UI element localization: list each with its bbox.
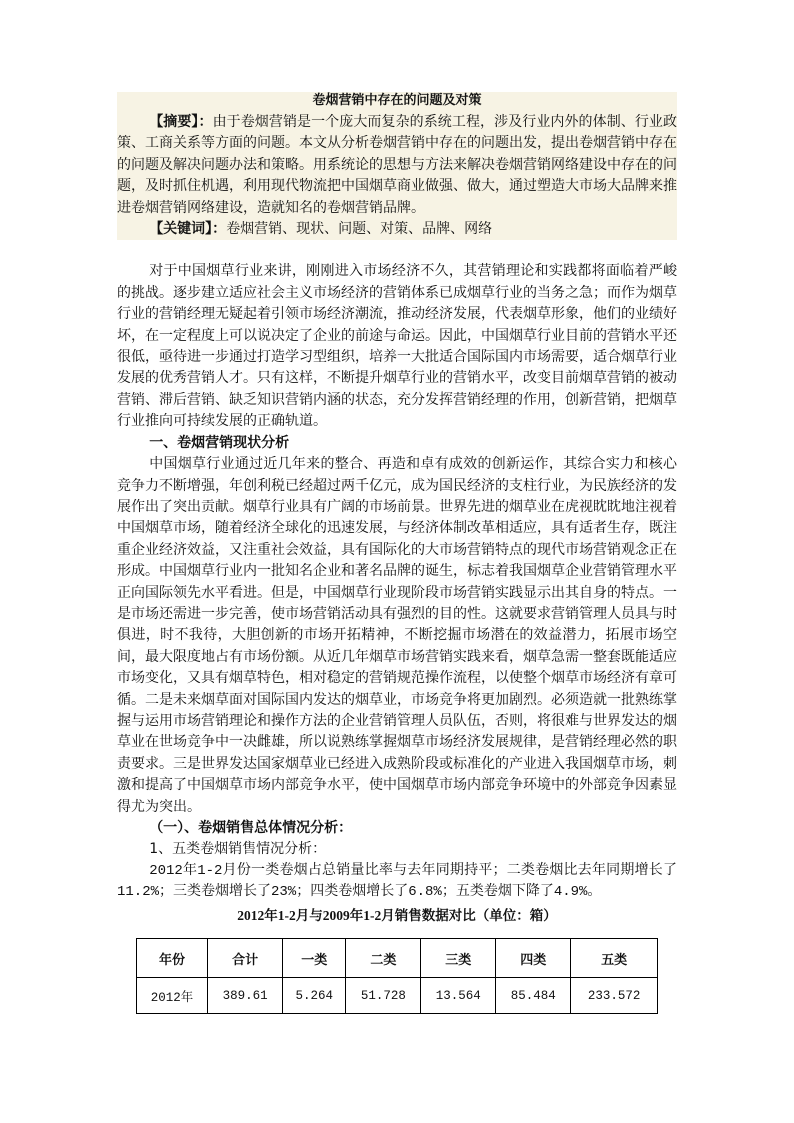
table-cell: 233.572 [571,978,658,1014]
table-cell: 2012年 [137,978,208,1014]
abstract [117,112,677,219]
sub1-item: 1、五类卷烟销售情况分析： [149,841,327,858]
table-cell: 389.61 [208,978,283,1014]
sub1-heading: （一）、卷烟销售总体情况分析： [149,820,353,836]
header-cell: 一类 [283,939,346,978]
header-cell: 四类 [496,939,571,978]
keywords-label: 【关键词】： [149,221,227,238]
table-row [137,978,658,1014]
table-cell: 51.728 [346,978,421,1014]
doc-title: 卷烟营销中存在的问题及对策 [312,93,482,108]
intro-paragraph: 对于中国烟草行业来讲，刚刚进入市场经济不久，其营销理论和实践都将面临着严峻的挑战。逐步建立适应社会主义市场经济的营销体系已成烟草行业的当务之急；而作为烟草行业的营销经理无疑起着引领市场经济潮流，推动经济发展，代表烟草形象，他们的业绩好坏，在一定程度上可以说决定了企业的前途与命运。因此，中国烟草行业目前的营销水平还很低，亟待进一步通过打造学习型组织，培养一大批适合国际国内市场需要，适合烟草行业发展的优秀营销人才。只有这样，不断提升烟草行业的营销水平，改变目前烟草营销的被动营销、滞后营销、缺乏知识营销内涵的状态，充分发挥营销经理的作用，创新营销，把烟草行业推向可持续发展的正确轨道。 [117,263,677,430]
section1-body: 中国烟草行业通过近几年来的整合、再造和卓有成效的创新运作，其综合实力和核心竞争力不断增强，年创利税已经超过两千亿元，成为国民经济的支柱行业，为民族经济的发展作出了突出贡献。烟草行业具有广阔的市场前景。世界先进的烟草业在虎视眈眈地注视着中国烟草市场，随着经济全球化的迅速发展，与经济体制改革相适应，具有适者生存，既注重企业经济效益，又注重社会效益，具有国际化的大市场营销特点的现代市场营销观念正在形成。中国烟草行业内一批知名企业和著名品牌的诞生，标志着我国烟草企业营销管理水平正向国际领先水平看进。但是，中国烟草行业现阶段市场营销实践显示出其自身的特点。一是市场还需进一步完善，使市场营销活动具有强烈的目的性。这就要求营销管理人员具与时俱进，时不我待，大胆创新的市场开拓精神，不断挖掘市场潜在的效益潜力，拓展市场空间，最大限度地占有市场份额。从近几年烟草市场营销实践来看，烟草急需一整套既能适应市场变化，又具有烟草特色，相对稳定的营销规范操作流程，以使整个烟草市场经济有章可循。二是未来烟草面对国际国内发达的烟草业，市场竞争将更加剧烈。必须造就一批熟练掌握与运用市场营销理论和操作方法的企业营销管理人员队伍，否则，将很难与世界发达的烟草业在世场竞争中一决雌雄，所以说熟练掌握烟草市场经济发展规律，是营销经理必然的职责要求。三是世界发达国家烟草业已经进入成熟阶段或标准化的产业进入我国烟草市场，刺激和提高了中国烟草市场内部竞争水平，使中国烟草市场内部竞争环境中的外部竞争因素显得尤为突出。 [117,456,677,815]
section1-heading: 一、卷烟营销现状分析 [149,434,290,451]
abstract-label: 【摘要】： [149,114,213,130]
table-title: 2012年1-2月与2009年1-2月销售数据对比（单位：箱） [237,908,557,923]
header-cell: 合计 [208,939,283,978]
table-cell: 85.484 [496,978,571,1014]
table-cell: 13.564 [421,978,496,1014]
header-cell: 二类 [346,939,421,978]
header-cell: 年份 [137,939,208,978]
table-header-row [137,939,658,978]
keywords [117,219,677,240]
abstract-text: 由于卷烟营销是一个庞大而复杂的系统工程，涉及行业内外的体制、行业政策、工商关系等方面的问题。本文从分析卷烟营销中存在的问题出发，提出卷烟营销中存在的问题及解决问题办法和策略。用系统论的思想与方法来解决卷烟营销网络建设中存在的问题，及时抓住机遇，利用现代物流把中国烟草商业做强、做大，通过塑造大市场大品牌来推进卷烟营销网络建设，造就知名的卷烟营销品牌。 [117,114,678,216]
table-cell: 5.264 [283,978,346,1014]
keywords-text: 卷烟营销、现状、问题、对策、品牌、网络 [226,221,493,238]
sales-table [136,938,658,1014]
header-cell: 五类 [571,939,658,978]
header-band [117,92,677,240]
document-body [117,92,677,904]
sub1-body: 2012年1-2月份一类卷烟占总销量比率与去年同期持平；二类卷烟比去年同期增长了11.2%；三类卷烟增长了23%；四类卷烟增长了6.8%；五类卷烟下降了4.9%。 [117,862,677,901]
header-cell: 三类 [421,939,496,978]
